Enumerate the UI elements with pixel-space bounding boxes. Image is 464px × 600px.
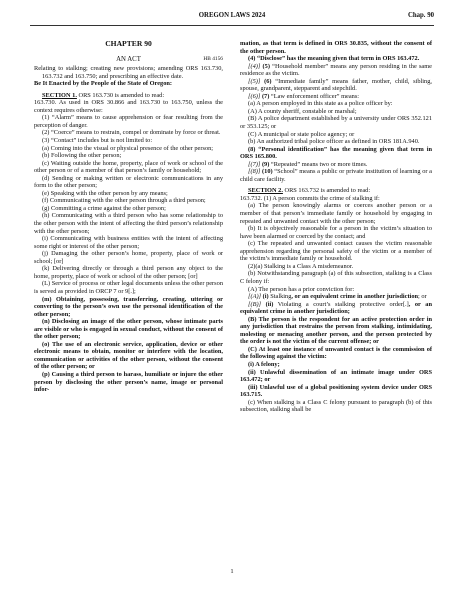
right-paragraph: mation, as that term is defined in ORS 30.835, without the consent of the other person. — [240, 40, 432, 55]
right-paragraph: (iii) Unlawful use of a global positioning system device under ORS 163.715. — [240, 383, 432, 399]
right-paragraph: [(8)] (10) “School” means a public or private institution of learning or a child care facility. — [240, 168, 433, 183]
right-column-body — [240, 40, 432, 414]
act-label: AN ACT — [116, 55, 141, 63]
right-paragraph: (b) It is objectively reasonable for a person in the victim’s situation to have been alarmed or coerced by the contact; and — [240, 225, 432, 240]
left-paragraph: (i) Communicating with business entities with the intent of affecting some right or interest of the other person; — [34, 235, 223, 250]
right-paragraph: [(7)] (9) “Repeated” means two or more times. — [248, 160, 368, 168]
right-paragraph: (A) The person has a prior conviction for: — [248, 285, 355, 293]
right-paragraph: (b) Notwithstanding paragraph (a) of this subsection, stalking is a Class C felony if: — [240, 270, 432, 285]
right-paragraph: (C) A municipal or state police agency; or — [248, 130, 355, 138]
left-column-body — [34, 65, 223, 394]
right-paragraph: [(4)] (5) “Household member” means any person residing in the same residence as the victim. — [240, 62, 432, 78]
left-paragraph: (p) Causing a third person to harass, humiliate or injure the other person by disclosing the other person’s name, image or personal infor- — [34, 370, 223, 394]
left-paragraph: SECTION 1. ORS 163.730 is amended to read: — [42, 91, 165, 99]
left-paragraph: Relating to stalking; creating new provisions; amending ORS 163.730, 163.732 and 163.750; and prescribing an effective date. — [34, 65, 223, 80]
left-paragraph: (1) “Alarm” means to cause apprehension or fear resulting from the perception of danger. — [34, 114, 223, 129]
right-paragraph: (A) A county sheriff, constable or marshal; — [248, 107, 357, 115]
right-paragraph: [(5)] (6) “Immediate family” means father, mother, child, sibling, spouse, grandparent, stepparent and stepchild. — [240, 77, 432, 93]
left-paragraph: (b) Following the other person; — [42, 152, 122, 160]
right-paragraph: (a) The person knowingly alarms or coerces another person or a member of that person’s immediate family or household by engaging in repeated and unwanted contact with the other person; — [240, 202, 432, 225]
left-paragraph: (2) “Coerce” means to restrain, compel or dominate by force or threat. — [42, 129, 221, 137]
right-paragraph: (B) A police department established by a university under ORS 352.121 or 353.125; or — [240, 115, 432, 131]
right-paragraph: (a) A person employed in this state as a police officer by: — [248, 100, 393, 108]
right-paragraph: [(B)] (ii) Violating a court’s stalking protective order[.], or an equivalent crime in another jurisdiction; — [240, 300, 432, 316]
left-paragraph: (k) Delivering directly or through a third person any object to the home, property, place of work or school of the other person; [or] — [34, 265, 223, 280]
running-header — [30, 12, 434, 26]
act-heading — [34, 56, 223, 64]
right-paragraph: (c) When stalking is a Class C felony pursuant to paragraph (b) of this subsection, stalking shall be — [240, 398, 432, 414]
left-paragraph: (g) Committing a crime against the other person; — [42, 204, 166, 212]
right-paragraph: (i) A felony; — [248, 360, 280, 368]
left-paragraph: (e) Speaking with the other person by any means; — [42, 189, 168, 197]
right-paragraph: (B) The person is the respondent for an active protection order in any jurisdiction that restrains the person from stalking, intimidating, molesting or menacing another person, and the person protected by the order is not the victim of the current offense; or — [240, 315, 432, 346]
header-chapter-ref: Chap. 90 — [407, 12, 434, 19]
right-paragraph: (ii) Unlawful dissemination of an intimate image under ORS 163.472; or — [240, 368, 432, 384]
left-column — [34, 40, 223, 394]
right-paragraph: (c) The repeated and unwanted contact causes the victim reasonable apprehension regarding the personal safety of the victim or a member of the victim’s immediate family or household. — [240, 240, 432, 263]
header-rule — [30, 25, 434, 26]
right-paragraph: (2)(a) Stalking is a Class A misdemeanor. — [248, 262, 354, 270]
right-paragraph: (C) At least one instance of unwanted contact is the commission of the following against the victim: — [240, 345, 432, 361]
left-paragraph: (3) “Contact” includes but is not limited to: — [42, 137, 153, 145]
left-paragraph: (f) Communicating with the other person through a third person; — [42, 197, 206, 205]
left-paragraph: (n) Disclosing an image of the other person, whose intimate parts are visible or who is engaged in sexual conduct, without the consent of the other person; — [34, 318, 223, 341]
right-paragraph: 163.732. (1) A person commits the crime of stalking if: — [240, 194, 380, 202]
left-paragraph: (c) Waiting outside the home, property, place of work or school of the other person or of a member of that person’s family or household; — [34, 159, 223, 175]
left-paragraph: (d) Sending or making written or electronic communications in any form to the other person; — [34, 174, 223, 190]
left-paragraph: (a) Coming into the visual or physical presence of the other person; — [42, 144, 214, 152]
right-paragraph: (b) An authorized tribal police officer as defined in ORS 181A.940. — [248, 138, 420, 146]
left-paragraph: (o) The use of an electronic service, application, device or other electronic means to obtain, monitor or interfere with the location, communication or activities of the other person, without the consent of the other person; or — [34, 340, 223, 371]
page-number: 1 — [230, 568, 234, 575]
left-paragraph: (h) Communicating with a third person who has some relationship to the other person with the intent of affecting the third person’s relationship with the other person; — [34, 212, 223, 235]
right-paragraph: [(A)] (i) Stalking, or an equivalent crime in another jurisdiction; or — [248, 293, 427, 301]
right-paragraph: (8) “Personal identification” has the meaning given that term in ORS 165.800. — [240, 145, 432, 161]
right-paragraph: [(6)] (7) “Law enforcement officer” means: — [248, 92, 360, 100]
left-paragraph: (L) Service of process or other legal documents unless the other person is served as provided in ORCP 7 or 9[.]; — [34, 280, 223, 295]
right-paragraph: SECTION 2. ORS 163.732 is amended to read: — [248, 187, 371, 195]
left-paragraph: (j) Damaging the other person’s home, property, place of work or school; [or] — [34, 250, 223, 265]
bill-number: HB 4156 — [203, 55, 223, 62]
left-paragraph: 163.730. As used in ORS 30.866 and 163.730 to 163.750, unless the context requires otherwise: — [34, 99, 223, 114]
chapter-heading: CHAPTER 90 — [105, 39, 152, 48]
left-paragraph: (m) Obtaining, possessing, transferring, creating, uttering or converting to the person’s own use the personal identification of the other person; — [34, 295, 223, 318]
header-title: OREGON LAWS 2024 — [198, 12, 266, 19]
right-column — [240, 40, 432, 414]
left-paragraph: Be It Enacted by the People of the State of Oregon: — [34, 80, 173, 88]
right-paragraph: (4) “Disclose” has the meaning given that term in ORS 163.472. — [248, 55, 420, 63]
